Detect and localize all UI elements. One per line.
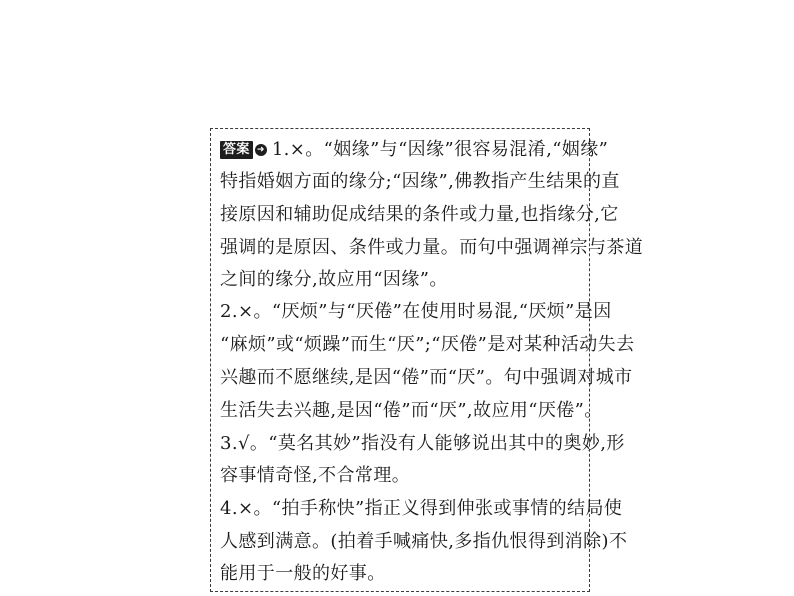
answer-line-5: 之间的缘分,故应用“因缘”。	[220, 269, 448, 290]
answer-line-7: “麻烦”或“烦躁”而生“厌”;“厌倦”是对某种活动失去	[220, 334, 635, 355]
answer-line-6: 2.×。“厌烦”与“厌倦”在使用时易混,“厌烦”是因	[220, 301, 612, 322]
answer-line-1	[220, 139, 608, 161]
answer-line-2: 特指婚姻方面的缘分;“因缘”,佛教指产生结果的直	[220, 171, 620, 192]
answer-line-4: 强调的是原因、条件或力量。而句中强调禅宗与茶道	[220, 237, 644, 258]
answer-line-14: 能用于一般的好事。	[220, 563, 386, 584]
answer-line-13: 人感到满意。(拍着手喊痛快,多指仇恨得到消除)不	[220, 531, 628, 552]
answer-line-12: 4.×。“拍手称快”指正义得到伸张或事情的结局使	[220, 498, 623, 519]
answer-box	[210, 128, 644, 592]
answer-line-10: 3.√。“莫名其妙”指没有人能够说出其中的奥妙,形	[220, 433, 625, 454]
answer-line-8: 兴趣而不愿继续,是因“倦”而“厌”。句中强调对城市	[220, 367, 633, 388]
answer-line-1-text: 1.×。“姻缘”与“因缘”很容易混淆,“姻缘”	[271, 139, 609, 160]
circle-arrow-icon: ➜	[255, 144, 267, 156]
answer-line-11: 容事情奇怪,不合常理。	[220, 465, 411, 486]
answer-line-3: 接原因和辅助促成结果的条件或力量,也指缘分,它	[220, 204, 619, 225]
answer-badge: 答案	[220, 141, 253, 159]
answer-line-9: 生活失去兴趣,是因“倦”而“厌”,故应用“厌倦”。	[220, 400, 603, 421]
